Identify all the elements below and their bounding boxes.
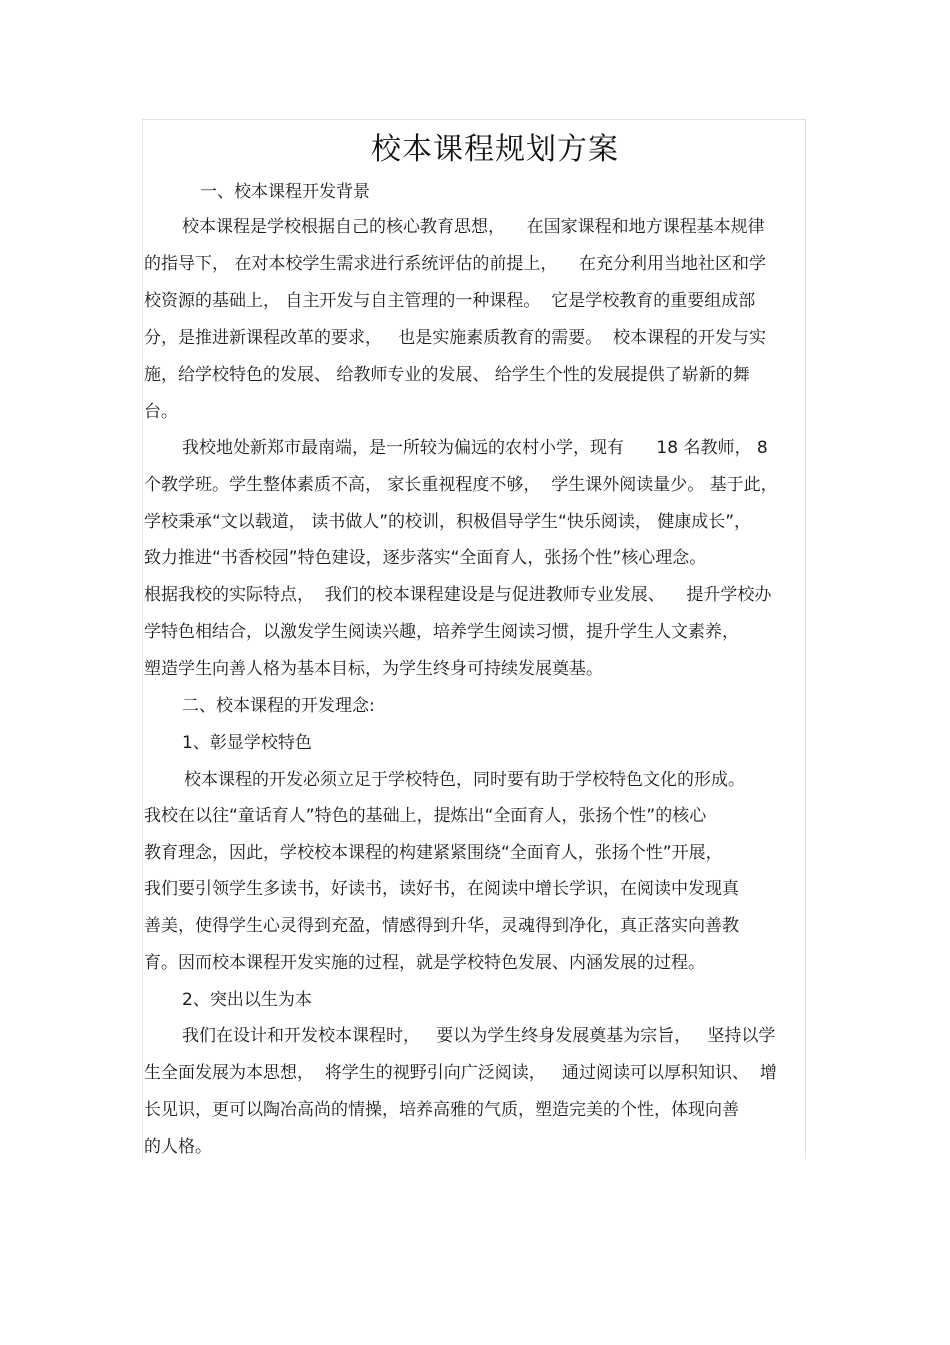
section-heading-concept: 二、校本课程的开发理念: [182, 696, 375, 716]
paragraph-line: 个教学班。学生整体素质不高， 家长重视程度不够， 学生课外阅读量少。 基于此， [144, 475, 778, 495]
section-heading-background: 一、校本课程开发背景 [200, 182, 370, 202]
paragraph-line: 我们在设计和开发校本课程时， 要以为学生终身发展奠基为宗旨， 坚持以学 [182, 1026, 776, 1046]
paragraph-line: 学校秉承“文以载道， 读书做人”的校训，积极倡导学生“快乐阅读， 健康成长”， [144, 512, 752, 532]
paragraph-line: 我校在以往“童话育人”特色的基础上，提炼出“全面育人，张扬个性”的核心 [144, 806, 707, 826]
paragraph-line: 的指导下， 在对本校学生需求进行系统评估的前提上， 在充分利用当地社区和学 [144, 254, 767, 274]
paragraph-line: 校资源的基础上， 自主开发与自主管理的一种课程。 它是学校教育的重要组成部 [144, 291, 756, 311]
paragraph-line: 施，给学校特色的发展、 给教师专业的发展、 给学生个性的发展提供了崭新的舞 [144, 365, 750, 385]
paragraph-line: 的人格。 [144, 1137, 212, 1157]
paragraph-line: 育。因而校本课程开发实施的过程，就是学校特色发展、内涵发展的过程。 [144, 953, 705, 973]
paragraph-line: 塑造学生向善人格为基本目标，为学生终身可持续发展奠基。 [144, 659, 603, 679]
subheading-school-feature: 1、彰显学校特色 [182, 733, 312, 753]
paragraph-line: 长见识，更可以陶冶高尚的情操，培养高雅的气质，塑造完美的个性，体现向善 [144, 1100, 739, 1120]
paragraph-line: 生全面发展为本思想， 将学生的视野引向广泛阅读， 通过阅读可以厚积知识、 增 [144, 1063, 777, 1083]
paragraph-line: 台。 [144, 402, 178, 422]
document-title: 校本课程规划方案 [371, 132, 619, 167]
paragraph-line: 校本课程的开发必须立足于学校特色，同时要有助于学校特色文化的形成。 [184, 770, 745, 790]
paragraph-line: 学特色相结合，以激发学生阅读兴趣，培养学生阅读习惯，提升学生人文素养， [144, 622, 739, 642]
paragraph-line: 分，是推进新课程改革的要求， 也是实施素质教育的需要。 校本课程的开发与实 [144, 328, 767, 348]
paragraph-line: 我校地处新郑市最南端，是一所较为偏远的农村小学，现有 18 名教师， 8 [182, 438, 768, 458]
subheading-student-centered: 2、突出以生为本 [182, 990, 312, 1010]
paragraph-line: 致力推进“书香校园”特色建设，逐步落实“全面育人，张扬个性”核心理念。 [144, 548, 707, 568]
paragraph-line: 教育理念，因此，学校校本课程的构建紧紧围绕“全面育人，张扬个性”开展， [144, 843, 723, 863]
paragraph-line: 校本课程是学校根据自己的核心教育思想， 在国家课程和地方课程基本规律 [182, 217, 765, 237]
paragraph-line: 根据我校的实际特点， 我们的校本课程建设是与促进教师专业发展、 提升学校办 [144, 585, 772, 605]
paragraph-line: 我们要引领学生多读书，好读书，读好书，在阅读中增长学识，在阅读中发现真 [144, 879, 739, 899]
paragraph-line: 善美，使得学生心灵得到充盈，情感得到升华，灵魂得到净化，真正落实向善教 [144, 916, 739, 936]
